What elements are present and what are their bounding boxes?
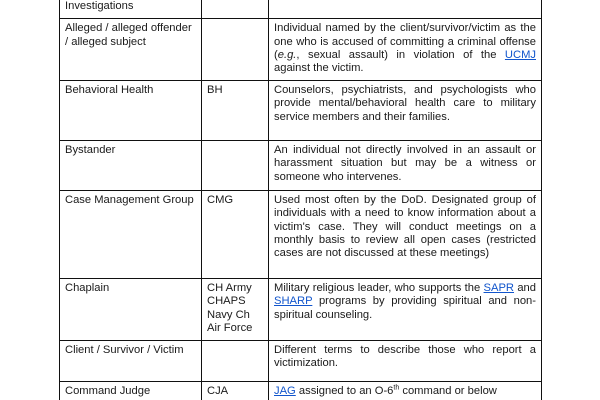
table-row [60,19,542,81]
definition-cell [269,191,542,279]
sapr-link[interactable]: SAPR [483,282,515,295]
definition-text: command or below [399,385,497,398]
definition-text: Different terms to describe those who report a victimization. [274,344,536,370]
term-cell [60,382,202,400]
term-cell [60,141,202,191]
acronym-cell [202,279,269,341]
term-text: Client / Survivor / Victim [65,344,184,357]
term-cell [60,341,202,382]
table-row [60,341,542,382]
term-cell [60,0,202,19]
definition-cell [269,141,542,191]
acronym-text: CH Army [207,282,252,295]
definition-italic-text: e.g. [277,48,297,61]
table-row [60,191,542,279]
acronym-text: BH [207,84,223,97]
jag-link[interactable]: JAG [274,385,296,398]
definition-text: Counselors, psychiatrists, and psychologists who provide mental/behavioral health care to military service members and their families. [274,84,536,123]
table-row [60,0,542,19]
table-row [60,382,542,400]
superscript-text: th [393,384,400,392]
term-text: Alleged / alleged offender / alleged subject [65,22,192,48]
definition-text: programs by providing spiritual and non-spiritual counseling. [274,295,536,321]
term-text: Behavioral Health [65,84,154,97]
acronym-cell [202,141,269,191]
term-cell [60,191,202,279]
ucmj-link[interactable]: UCMJ [504,48,536,61]
acronym-cell [202,382,269,400]
definition-text: Used most often by the DoD. Designated group of individuals with a need to know information about a victim's case. They will conduct meetings on a monthly basis to review all open cases (restricted cases are not discussed at these meetings) [274,194,536,260]
definition-cell [269,382,542,400]
term-text: Chaplain [65,282,110,295]
table-row [60,141,542,191]
sharp-link[interactable]: SHARP [274,295,313,308]
definition-text: Military religious leader, who supports the [274,282,484,295]
acronym-text: CMG [207,194,234,207]
acronym-cell [202,191,269,279]
definition-cell [269,81,542,141]
definition-cell [269,19,542,81]
acronym-text: CHAPS [207,295,246,308]
definition-text: Individual named by the client/survivor/victim as the one who is accused of committing a criminal offense ( [274,22,536,61]
definition-text: and [514,282,536,295]
acronym-cell [202,81,269,141]
acronym-text: Navy Ch [207,308,250,321]
definition-text: , sexual assault) in violation of the [296,48,505,61]
table-row [60,81,542,141]
definition-cell [269,279,542,341]
term-cell [60,81,202,141]
definition-text: assigned to an O-6 [295,385,394,398]
definition-cell [269,341,542,382]
term-text: Bystander [65,144,116,157]
term-text: Command Judge [65,385,151,398]
acronym-text: Air Force [207,321,253,334]
acronym-cell [202,0,269,19]
glossary-table [59,0,542,400]
definition-text: against the victim. [274,62,364,75]
term-text: Case Management Group [65,194,194,207]
definition-cell [269,0,542,19]
acronym-cell [202,341,269,382]
term-cell [60,19,202,81]
acronym-cell [202,19,269,81]
term-text: Investigations [65,0,134,13]
acronym-text: CJA [207,385,229,398]
definition-text: An individual not directly involved in an assault or harassment situation but may be a witness or someone who intervenes. [274,144,536,183]
term-cell [60,279,202,341]
table-row [60,279,542,341]
